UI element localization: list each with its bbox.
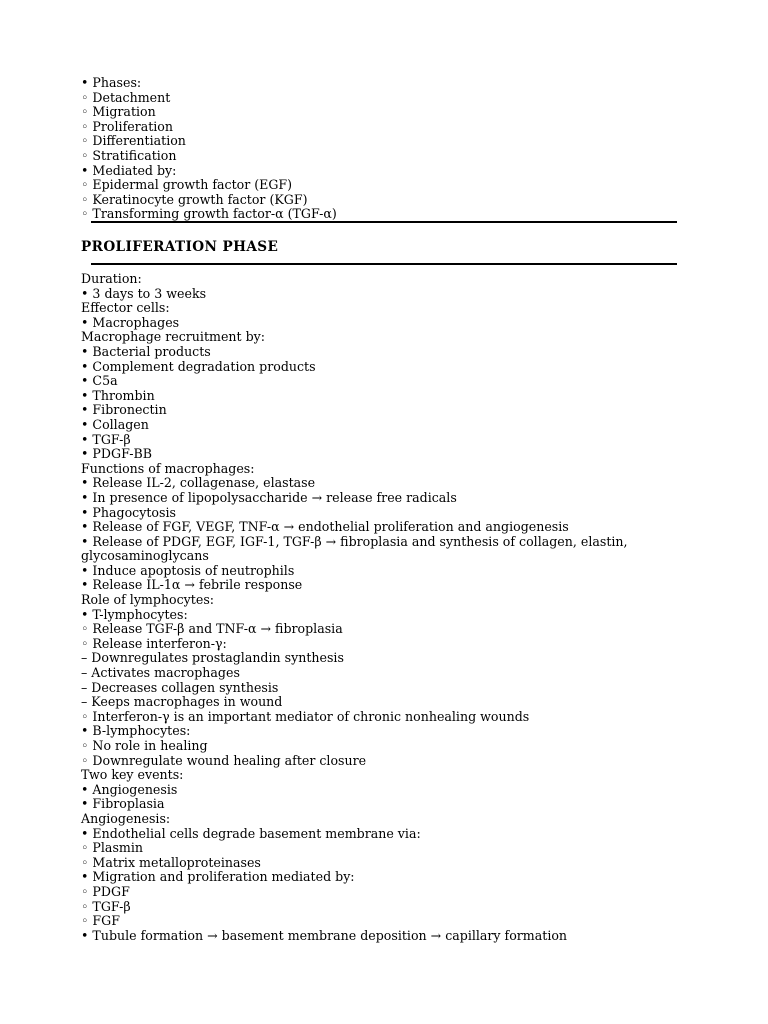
body-line: Duration:	[81, 271, 142, 286]
body-line: • Phagocytosis	[81, 504, 176, 520]
body-line: • Induce apoptosis of neutrophils	[81, 562, 295, 578]
body-line: • Fibroplasia	[81, 796, 165, 812]
body-line: ◦ FGF	[81, 913, 120, 929]
list-item: ◦ Keratinocyte growth factor (KGF)	[81, 191, 308, 207]
body-line: • 3 days to 3 weeks	[81, 285, 207, 301]
list-item: ◦ Detachment	[81, 89, 171, 105]
body-line: – Keeps macrophages in wound	[81, 694, 283, 710]
body-line: • Tubule formation → basement membrane deposition → capillary formation	[81, 927, 568, 943]
body-line: • C5a	[81, 373, 118, 389]
list-item: ◦ Transforming growth factor-α (TGF-α)	[81, 206, 337, 222]
body-line: ◦ Matrix metalloproteinases	[81, 854, 261, 870]
body-line: • Thrombin	[81, 387, 155, 403]
body-line: • Release of PDGF, EGF, IGF-1, TGF-β → fibroplasia and synthesis of collagen, elastin,	[81, 533, 628, 549]
body-line: Macrophage recruitment by:	[81, 329, 265, 345]
list-item: • Mediated by:	[81, 162, 177, 178]
body-line: – Downregulates prostaglandin synthesis	[81, 650, 344, 666]
section-body	[81, 272, 681, 943]
section-divider-bottom	[91, 263, 677, 265]
body-line: Effector cells:	[81, 300, 170, 316]
body-line: • Release of FGF, VEGF, TNF-α → endothelial proliferation and angiogenesis	[81, 519, 569, 535]
body-line: • Migration and proliferation mediated by:	[81, 869, 355, 885]
list-item: ◦ Differentiation	[81, 133, 186, 149]
intro-list	[81, 76, 681, 222]
body-line: ◦ Plasmin	[81, 840, 143, 856]
section-heading: PROLIFERATION PHASE	[81, 239, 279, 255]
body-line: ◦ Downregulate wound healing after closure	[81, 752, 367, 768]
body-line: • Bacterial products	[81, 343, 211, 359]
body-line: ◦ No role in healing	[81, 738, 208, 753]
body-line: ◦ Release interferon-γ:	[81, 635, 227, 651]
body-line: – Activates macrophages	[81, 665, 240, 681]
body-line: • Macrophages	[81, 314, 180, 330]
body-line: • In presence of lipopolysaccharide → release free radicals	[81, 489, 457, 505]
body-line: • Angiogenesis	[81, 781, 178, 797]
body-line: – Decreases collagen synthesis	[81, 679, 279, 695]
body-line: ◦ PDGF	[81, 883, 130, 899]
body-line: • TGF-β	[81, 431, 131, 447]
list-item: ◦ Stratification	[81, 147, 177, 163]
list-item: ◦ Migration	[81, 104, 156, 120]
body-line: Two key events:	[81, 767, 184, 783]
body-line: Functions of macrophages:	[81, 460, 255, 476]
body-line: • T-lymphocytes:	[81, 606, 188, 622]
body-line: ◦ TGF-β	[81, 898, 131, 914]
body-line: ◦ Interferon-γ is an important mediator of chronic nonhealing wounds	[81, 708, 530, 724]
body-line: • B-lymphocytes:	[81, 723, 191, 739]
body-line: Role of lymphocytes:	[81, 592, 215, 608]
section-divider-top	[91, 221, 677, 223]
body-line: Angiogenesis:	[81, 810, 171, 826]
body-line: • PDGF-BB	[81, 446, 152, 462]
body-line: • Release IL-1α → febrile response	[81, 577, 303, 593]
body-line: • Complement degradation products	[81, 358, 316, 374]
body-line: • Release IL-2, collagenase, elastase	[81, 475, 316, 491]
body-line: • Collagen	[81, 416, 149, 432]
body-line: glycosaminoglycans	[81, 548, 209, 564]
list-item: ◦ Epidermal growth factor (EGF)	[81, 177, 293, 193]
list-item: ◦ Proliferation	[81, 118, 173, 134]
body-line: • Endothelial cells degrade basement membrane via:	[81, 825, 421, 841]
list-item: • Phases:	[81, 75, 142, 90]
body-line: • Fibronectin	[81, 402, 167, 418]
body-line: ◦ Release TGF-β and TNF-α → fibroplasia	[81, 621, 343, 637]
